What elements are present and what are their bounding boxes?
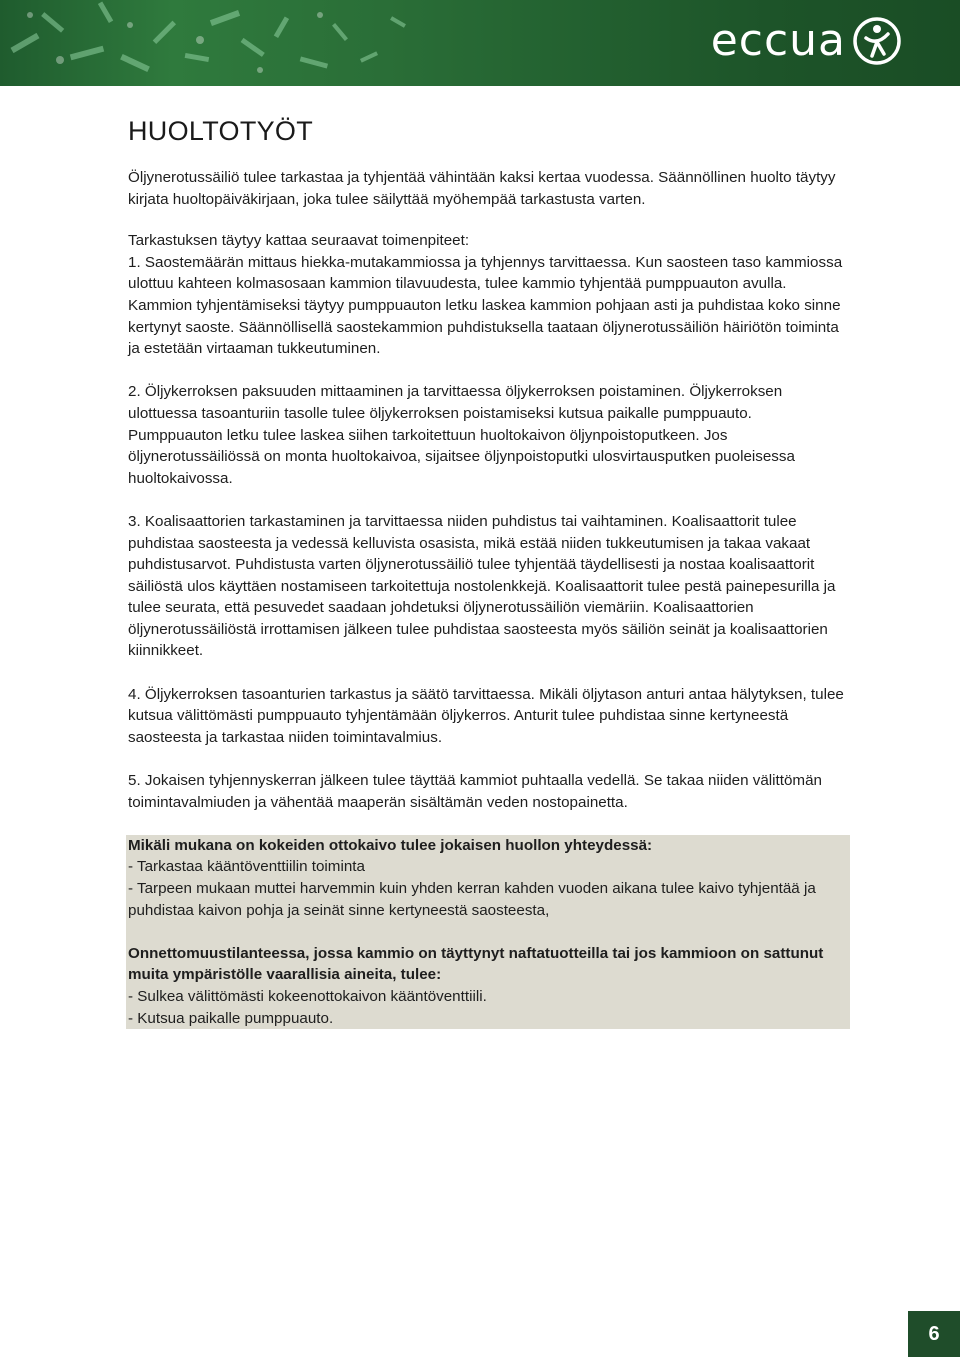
- logo-figure-icon: [852, 16, 902, 66]
- page-content: [128, 116, 848, 1029]
- spacer: [128, 921, 848, 943]
- list-item: 5. Jokaisen tyhjennyskerran jälkeen tulee täyttää kammiot puhtaalla vedellä. Se takaa niiden välittömän toimintavalmiuden ja vähentää maaperän sisältämän veden nostopainetta.: [128, 772, 822, 811]
- eccua-logo: [711, 16, 902, 66]
- list-item: 3. Koalisaattorien tarkastaminen ja tarvittaessa niiden puhdistus tai vaihtaminen. Koalisaattorit tulee puhdistaa saosteesta ja vedessä kelluvista osasista, mikä estää niiden tukkeutumisen ja takaa vakaat puhdistusarvot. Puhdistusta varten öljynerotussäiliö tulee tyhjentää täydellisesti ja nostaa koalisaattorit säiliöstä ulos käyttäen nostamiseen tarkoitettuja nostolenkkejä. Koalisaattorit tulee pestä painepesurilla ja tulee seurata, että pesuvedet saadaan johdetuksi öljynerotussäiliön viemäriin. Koalisaattorien öljynerotussäiliöstä irrottamisen jälkeen tulee puhdistaa saosteesta myös säiliön seinät ja koalisaattorien kiinnikkeet.: [128, 512, 836, 660]
- highlight-heading: Mikäli mukana on kokeiden ottokaivo tulee jokaisen huollon yhteydessä:: [128, 836, 653, 854]
- measures-heading: Tarkastuksen täytyy kattaa seuraavat toimenpiteet:: [128, 232, 470, 250]
- logo-text: eccua: [710, 15, 846, 66]
- page-title: HUOLTOTYÖT: [128, 116, 314, 146]
- highlight-line: - Tarpeen mukaan muttei harvemmin kuin yhden kerran kahden vuoden aikana tulee kaivo tyhjentää ja puhdistaa kaivon pohja ja seinät sinne kertyneestä saosteesta,: [128, 880, 816, 919]
- page-number: 6: [908, 1311, 960, 1357]
- highlight-line: - Kutsua paikalle pumppuauto.: [128, 1009, 334, 1027]
- list-item: 2. Öljykerroksen paksuuden mittaaminen ja tarvittaessa öljykerroksen poistaminen. Öljykerroksen ulottuessa tasoanturiin tasolle tulee öljykerroksen poistamiseksi kutsua paikalle pumppuauto. Pumppuauton letku tulee laskea siihen tarkoitettuun huoltokaivon öljynpoistoputkeen. Jos öljynerotussäiliössä on monta huoltokaivoa, sijaitsee öljynpoistoputki ulosvirtausputken puoleisessa huoltokaivossa.: [128, 383, 795, 487]
- list-item: 4. Öljykerroksen tasoanturien tarkastus ja säätö tarvittaessa. Mikäli öljytason anturi antaa hälytyksen, tulee kutsua välittömästi pumppuauto tyhjentämään öljykerros. Anturit tulee puhdistaa sinne kertyneestä saosteesta ja tarkastaa niiden toimintavalmius.: [128, 685, 844, 746]
- highlight-line: - Sulkea välittömästi kokeenottokaivon kääntöventtiili.: [128, 987, 487, 1005]
- list-item: 1. Saostemäärän mittaus hiekka-mutakammiossa ja tyhjennys tarvittaessa. Kun saosteen taso kammiossa ulottuu kahteen kolmasosaan kammion tilavuudesta, tulee kammio tyhjentää pumppuauton avulla. Kammion tyhjentämiseksi täytyy pumppuauton letku laskea kammion pohjaan asti ja puhdistaa koko sinne kertynyt saoste. Säännöllisellä saostekammion puhdistuksella taataan öljynerotussäiliön häiriötön toiminta ja estetään virtaaman tukkeutuminen.: [128, 253, 843, 358]
- highlight-line: - Tarkastaa kääntöventtiilin toiminta: [128, 858, 365, 876]
- intro-paragraph: Öljynerotussäiliö tulee tarkastaa ja tyhjentää vähintään kaksi kertaa vuodessa. Säännöllinen huolto täytyy kirjata huoltopäiväkirjaan, joka tulee säilyttää myöhempää tarkastusta varten.: [128, 169, 836, 208]
- highlight-heading: Onnettomuustilanteessa, jossa kammio on täyttynyt naftatuotteilla tai jos kammioon on sattunut muita ympäristölle vaarallisia aineita, tulee:: [128, 944, 824, 984]
- header-banner: [0, 0, 960, 86]
- decorative-pattern-icon: [0, 0, 520, 86]
- highlight-box: [126, 835, 850, 1029]
